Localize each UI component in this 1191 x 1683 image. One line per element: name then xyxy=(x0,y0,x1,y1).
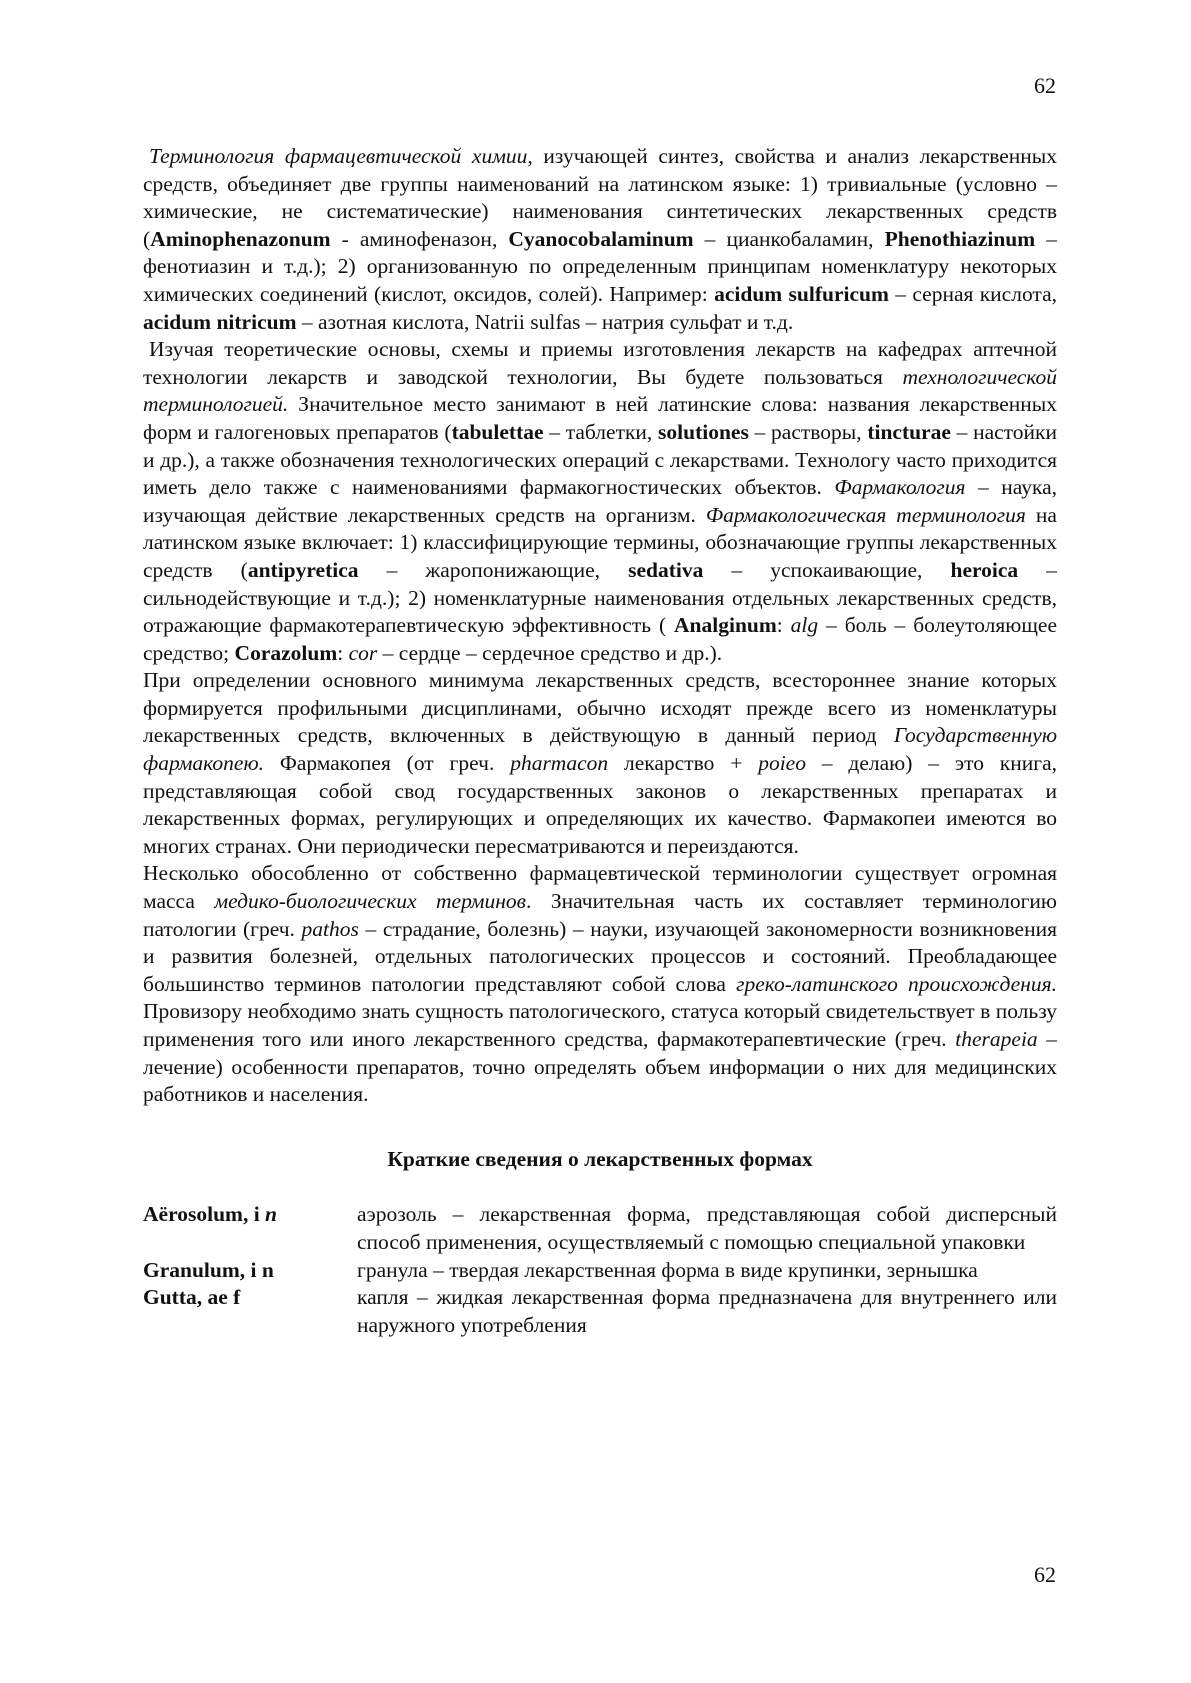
italic-term: Фармакология xyxy=(834,475,966,500)
glossary-entry-gutta xyxy=(143,1284,1057,1339)
text-run: – настойки и др.), а также обозначения технологических операций с лекарствами. Технологу часто приходится иметь дело также с наименованиями фармакогностических объектов. xyxy=(143,419,1058,500)
bold-term: Gutta xyxy=(143,1285,197,1310)
bold-term: acidum sulfuricum xyxy=(714,281,889,306)
text-run: – наука, изучающая действие лекарственных средств на организм. xyxy=(143,475,1058,527)
dosage-forms-glossary xyxy=(143,1201,1057,1339)
page-body xyxy=(143,143,1057,1339)
text-run: : xyxy=(337,640,349,665)
bold-term: acidum nitricum xyxy=(143,309,297,334)
italic-term: Государственную фармакопею. xyxy=(143,723,1057,776)
bold-term: Aminophenazonum xyxy=(150,226,331,251)
text-run: – боль – болеутоляющее средство; xyxy=(143,613,1057,665)
text-run: – цианкобаламин, xyxy=(693,226,885,251)
text-run: , изучающей синтез, свойства и анализ лекарственных средств, объединяет две группы наименований на латинском языке: 1) тривиальные (условно – химические, не систематические) наименования синтетических лекарственных средств ( xyxy=(143,144,1057,251)
italic-term: therapeia xyxy=(955,1027,1038,1051)
bold-term: i xyxy=(253,1202,266,1227)
italic-term: греко-латинского происхождения. xyxy=(736,971,1057,996)
bold-term: heroica xyxy=(950,557,1019,582)
section-title: Краткие сведения о лекарственных формах xyxy=(387,1146,813,1171)
text-run: – серная кислота, xyxy=(888,281,1057,306)
bold-term: tincturae xyxy=(867,419,951,444)
italic-term: alg xyxy=(790,613,819,638)
bold-term: Corazolum xyxy=(234,640,338,665)
glossary-definition: капля – жидкая лекарственная форма предназначена для внутреннего или наружного употребления xyxy=(357,1285,1057,1337)
paragraph-pharm-chemistry xyxy=(143,143,1057,336)
glossary-entry-granulum xyxy=(143,1257,1057,1285)
text-run: Фармакопея (от греч. xyxy=(263,751,511,776)
bold-term: tabulettae xyxy=(451,419,544,444)
text-run: , xyxy=(196,1285,208,1310)
text-run: – страдание, болезнь) – науки, изучающей закономерности возникновения и развития болезней, отдельных патологических процессов и состояний. Преобладающее большинство терминов патологии представляют собой слова xyxy=(143,916,1057,996)
text-run: : xyxy=(776,613,791,638)
bold-term: solutiones xyxy=(658,419,749,444)
text-run: – делаю) – это книга, представляющая собой свод государственных законов о лекарственных препаратах и лекарственных формах, регулирующих и определяющих их качество. Фармакопеи имеются во многих странах. Они периодически пересматриваются и переиздаются. xyxy=(143,751,1057,858)
text-run: – фенотиазин и т.д.); 2) организованную по определенным принципам номенклатуру некоторых химических соединений (кислот, оксидов, солей). Например: xyxy=(143,226,1057,306)
bold-term: Granulum, i n xyxy=(143,1257,274,1282)
glossary-entry-aerosolum xyxy=(143,1201,1057,1256)
text-run: Несколько обособленно от собственно фармацевтической терминологии существует огромная масса xyxy=(143,861,1057,914)
text-run: – жаропонижающие, xyxy=(358,557,629,582)
text-run: – растворы, xyxy=(748,419,868,444)
glossary-term xyxy=(143,1201,357,1229)
bold-term: ae f xyxy=(207,1285,241,1310)
text-run: – таблетки, xyxy=(543,419,659,444)
text-run: Изучая теоретические основы, схемы и приемы изготовления лекарств на кафедрах аптечной технологии лекарств и заводской технологии, Вы будете пользоваться xyxy=(143,337,1057,389)
text-run: – успокаивающие, xyxy=(703,557,951,582)
text-run: – сильнодействующие и т.д.); 2) номенклатурные наименования отдельных лекарственных средств, отражающие фармакотерапевтическую эффективность ( xyxy=(143,557,1057,638)
glossary-term xyxy=(143,1257,357,1285)
page-number-top: 62 xyxy=(1034,73,1056,98)
bold-term: Cyanocobalaminum xyxy=(508,226,694,251)
text-run: n xyxy=(265,1202,278,1227)
text-run-wrapper xyxy=(265,1202,277,1226)
glossary-term xyxy=(143,1284,357,1312)
bold-term: antipyretica xyxy=(247,557,359,582)
text-run: . Значительная часть их составляет терминологию патологии (греч. xyxy=(143,889,1057,941)
text-run: лекарство + xyxy=(608,751,759,776)
italic-term: poieo xyxy=(758,751,806,776)
bold-term: sedativa xyxy=(628,557,704,582)
text-run: При определении основного минимума лекарственных средств, всестороннее знание которых формируется профильными дисциплинами, обычно исходят прежде всего из номенклатуры лекарственных средств, включенных в действующую в данный период xyxy=(143,668,1057,748)
bold-term: Phenothiazinum xyxy=(884,226,1036,251)
bold-term: Aërosolum xyxy=(143,1202,243,1227)
text-run: , xyxy=(242,1202,254,1227)
text-run: на латинском языке включает: 1) классифицирующие термины, обозначающие группы лекарственных средств ( xyxy=(143,502,1057,582)
bold-term: Analginum xyxy=(674,613,777,638)
italic-term: cor xyxy=(348,640,378,665)
paragraph-biomedical-terms xyxy=(143,860,1057,1108)
glossary-definition: гранула – твердая лекарственная форма в виде крупинки, зернышка xyxy=(357,1257,978,1282)
glossary-definition: аэрозоль – лекарственная форма, представляющая собой дисперсный способ применения, осуществляемый с помощью специальной упаковки xyxy=(357,1202,1057,1254)
text-run: Значительное место занимают в ней латинские слова: названия лекарственных форм и галогеновых препаратов ( xyxy=(143,392,1057,444)
paragraph-pharmacopoeia xyxy=(143,667,1057,860)
page-number-bottom: 62 xyxy=(1034,1562,1056,1587)
text-run: – азотная кислота, Natrii sulfas – натрия сульфат и т.д. xyxy=(296,309,794,334)
italic-term: Терминология фармацевтической химии xyxy=(149,144,528,168)
text-run: – сердце – сердечное средство и др.). xyxy=(377,640,723,665)
text-run: – лечение) особенности препаратов, точно определять объем информации о них для медицинских работников и населения. xyxy=(143,1027,1058,1107)
italic-term: pathos xyxy=(301,916,359,941)
paragraph-technology-pharmacology xyxy=(143,336,1057,667)
italic-term: технологической терминологией. xyxy=(143,364,1057,417)
italic-term: медико-биологических терминов xyxy=(214,889,526,914)
italic-term: Фармакологическая терминология xyxy=(705,502,1026,527)
text-run: Провизору необходимо знать сущность патологического, статуса который свидетельствует в пользу применения того или иного лекарственного средства, фармакотерапевтические (греч. xyxy=(143,999,1057,1051)
italic-term: pharmacon xyxy=(510,751,609,776)
text-run: - аминофеназон, xyxy=(330,226,509,251)
